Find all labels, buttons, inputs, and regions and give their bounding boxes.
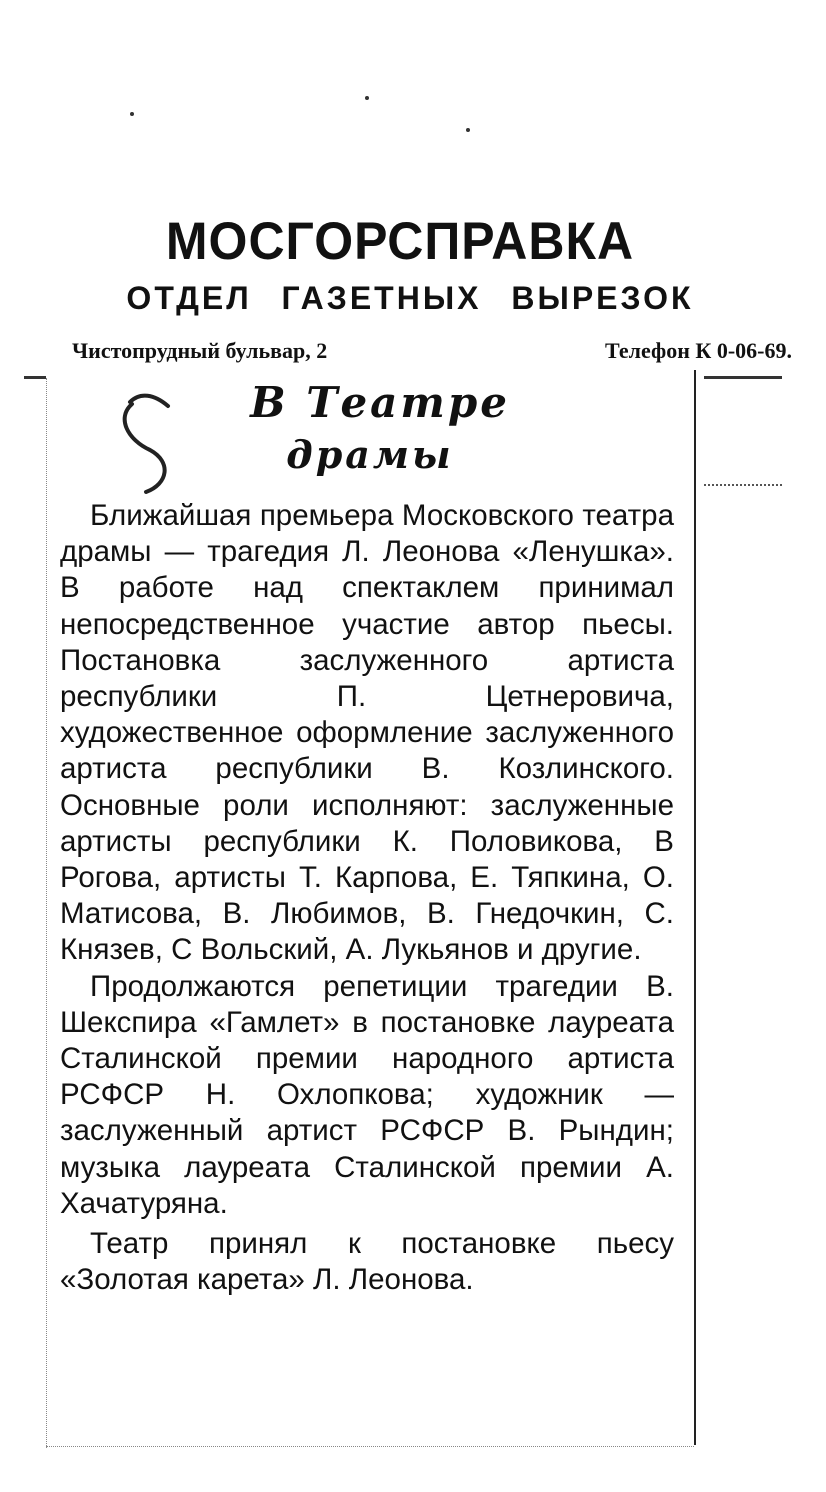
right-dotted-rule [704, 484, 782, 486]
speck-2 [466, 128, 470, 132]
clipping-service-title: МОСГОРСПРАВКА [165, 211, 635, 271]
column-rule-right [694, 370, 696, 1445]
clipping-edge-bottom [46, 1446, 694, 1447]
clipping-department-subtitle: ОТДЕЛ ГАЗЕТНЫХ ВЫРЕЗОК [126, 280, 694, 316]
article-paragraph-1: Ближайшая премьера Московского театра драмы — трагедия Л. Леонова «Ленушка». В работе над спектаклем принимал непосредственное участие автор пьесы. Постановка заслуженного артиста республики П. Цетнеровича, художественное оформление заслуженного артиста республики В. Козлинского. Основные роли исполняют: заслуженные артисты республики К. Половикова, В Рогова, артисты Т. Карпова, Е. Тяпкина, О. Матисова, В. Любимов, В. Гнедочкин, С. Князев, С Вольский, А. Лукьянов и другие. [60, 499, 674, 967]
article-body [60, 498, 674, 1298]
header-contact-line [72, 338, 792, 364]
right-rule [704, 376, 782, 379]
clipping-edge-left [46, 378, 47, 1448]
article-paragraph-2: Продолжаются репетиции трагедии В. Шекспира «Гамлет» в постановке лауреата Сталинской премии народного артиста РСФСР Н. Охлопкова; художник — заслуженный артист РСФСР В. Рындин; музыка лауреата Сталинской премии А. Хачатуряна. [60, 969, 674, 1220]
left-rule [24, 376, 46, 379]
handwritten-mark-icon [110, 388, 190, 498]
header-phone: Телефон К 0-06-69. [605, 338, 792, 363]
article-paragraph-3: Театр принял к постановке пьесу «Золотая карета» Л. Леонова. [60, 1227, 674, 1297]
header-address: Чистопрудный бульвар, 2 [72, 338, 328, 363]
speck-1 [130, 112, 134, 116]
article-title-line-1: В Театре [250, 378, 510, 427]
speck-3 [365, 96, 369, 100]
article-title-line-2: драмы [286, 432, 454, 477]
